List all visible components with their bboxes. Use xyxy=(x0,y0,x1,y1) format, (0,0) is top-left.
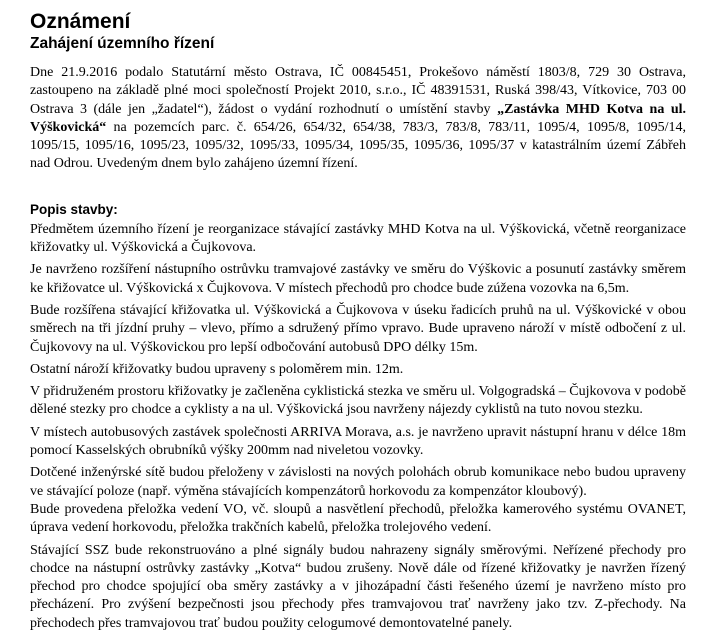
project-name: „Zastávka MHD Kotva na ul. Výškovická“ xyxy=(30,101,686,135)
section-heading: Popis stavby: xyxy=(30,201,118,217)
description-paragraph: Ostatní nároží křižovatky budou upraveny s poloměrem min. 12m. xyxy=(30,361,404,377)
document-title: Oznámení xyxy=(30,10,131,33)
document-page xyxy=(30,10,686,637)
description-paragraph: Dotčené inženýrské sítě budou přeloženy v závislosti na nových polohách obrub komunikace nebo budou upraveny ve stávající poloze (např. výměna stávajících kompenzátorů horkovodu za kompenzátor kloubový). xyxy=(30,465,686,499)
description-paragraph: V přidruženém prostoru křižovatky je začleněna cyklistická stezka ve směru ul. Volgogradská – Čujkovova v podobě dělené stezky pro chodce a cyklisty a na ul. Výškovická jsou navrženy nájezdy cyklistů na tuto novou stezku. xyxy=(30,384,686,418)
description-paragraph: Stávající SSZ bude rekonstruováno a plné signály budou nahrazeny signály směrovými. Neřízené přechody pro chodce na nástupní ostrůvky zastávky „Kotva“ budou zrušeny. Nově dále od řízené křižovatky je navržen řízený přechod pro chodce spojující oba směry zastávky a v jihozápadní části řešeného území je navrženo místo pro přecházení. Pro zvýšení bezpečnosti jsou přechody přes tramvajovou trať navrženy jako tzv. Z-přechody. Na přechodech přes tramvajovou trať budou použity celogumové demontovatelné panely. xyxy=(30,542,686,631)
description-paragraph: Předmětem územního řízení je reorganizace stávající zastávky MHD Kotva na ul. Výškovická, včetně reorganizace křižovatky ul. Výškovická a Čujkovova. xyxy=(30,221,686,256)
description-paragraph: Je navrženo rozšíření nástupního ostrůvku tramvajové zastávky ve směru do Výškovic a posunutí zastávky směrem ke křižovatce ul. Výškovická x Čujkovova. V místech přechodů pro chodce bude zúžena vozovka na 6,5m. xyxy=(30,262,686,296)
description-paragraph: Bude provedena přeložka vedení VO, vč. sloupů a nasvětlení přechodů, přeložka kamerového systému OVANET, úprava vedení horkovodu, přeložka trakčních kabelů, přeložka trolejového vedení. xyxy=(30,501,686,536)
document-subtitle: Zahájení územního řízení xyxy=(30,35,215,52)
intro-paragraph xyxy=(30,64,686,174)
intro-text-before: Dne 21.9.2016 podalo Statutární město Ostrava, IČ 00845451, Prokešovo náměstí 1803/8, 729 30 Ostrava, zastoupeno na základě plné moci společností Projekt 2010, s.r.o., IČ 48391531, Ruská 398/43, Vítkovice, 703 00 Ostrava 3 (dále jen „žadatel“), žádost o vydání rozhodnutí o umístění stavby xyxy=(30,65,686,117)
description-paragraph: V místech autobusových zastávek společnosti ARRIVA Morava, a.s. je navrženo upravit nástupní hranu v délce 18m pomocí Kasselských obrubníků výšky 200mm nad niveletou vozovky. xyxy=(30,424,686,459)
intro-text-after: na pozemcích parc. č. 654/26, 654/32, 654/38, 783/3, 783/8, 783/11, 1095/4, 1095/8, 1095/14, 1095/15, 1095/16, 1095/23, 1095/32, 1095/33, 1095/34, 1095/35, 1095/36, 1095/37 v katastrálním území Zábřeh nad Odrou. Uvedeným dnem bylo zahájeno územní řízení. xyxy=(30,119,686,172)
description-paragraph: Bude rozšířena stávající křižovatka ul. Výškovická a Čujkovova v úseku řadicích pruhů na ul. Výškovické v obou směrech na tři jízdní pruhy – vlevo, přímo a sdružený přímo vpravo. Bude upraveno nároží v místě odbočení z ul. Čujkovovy na ul. Výškovickou pro lepší odbočování autobusů DPO délky 15m. xyxy=(30,302,686,355)
